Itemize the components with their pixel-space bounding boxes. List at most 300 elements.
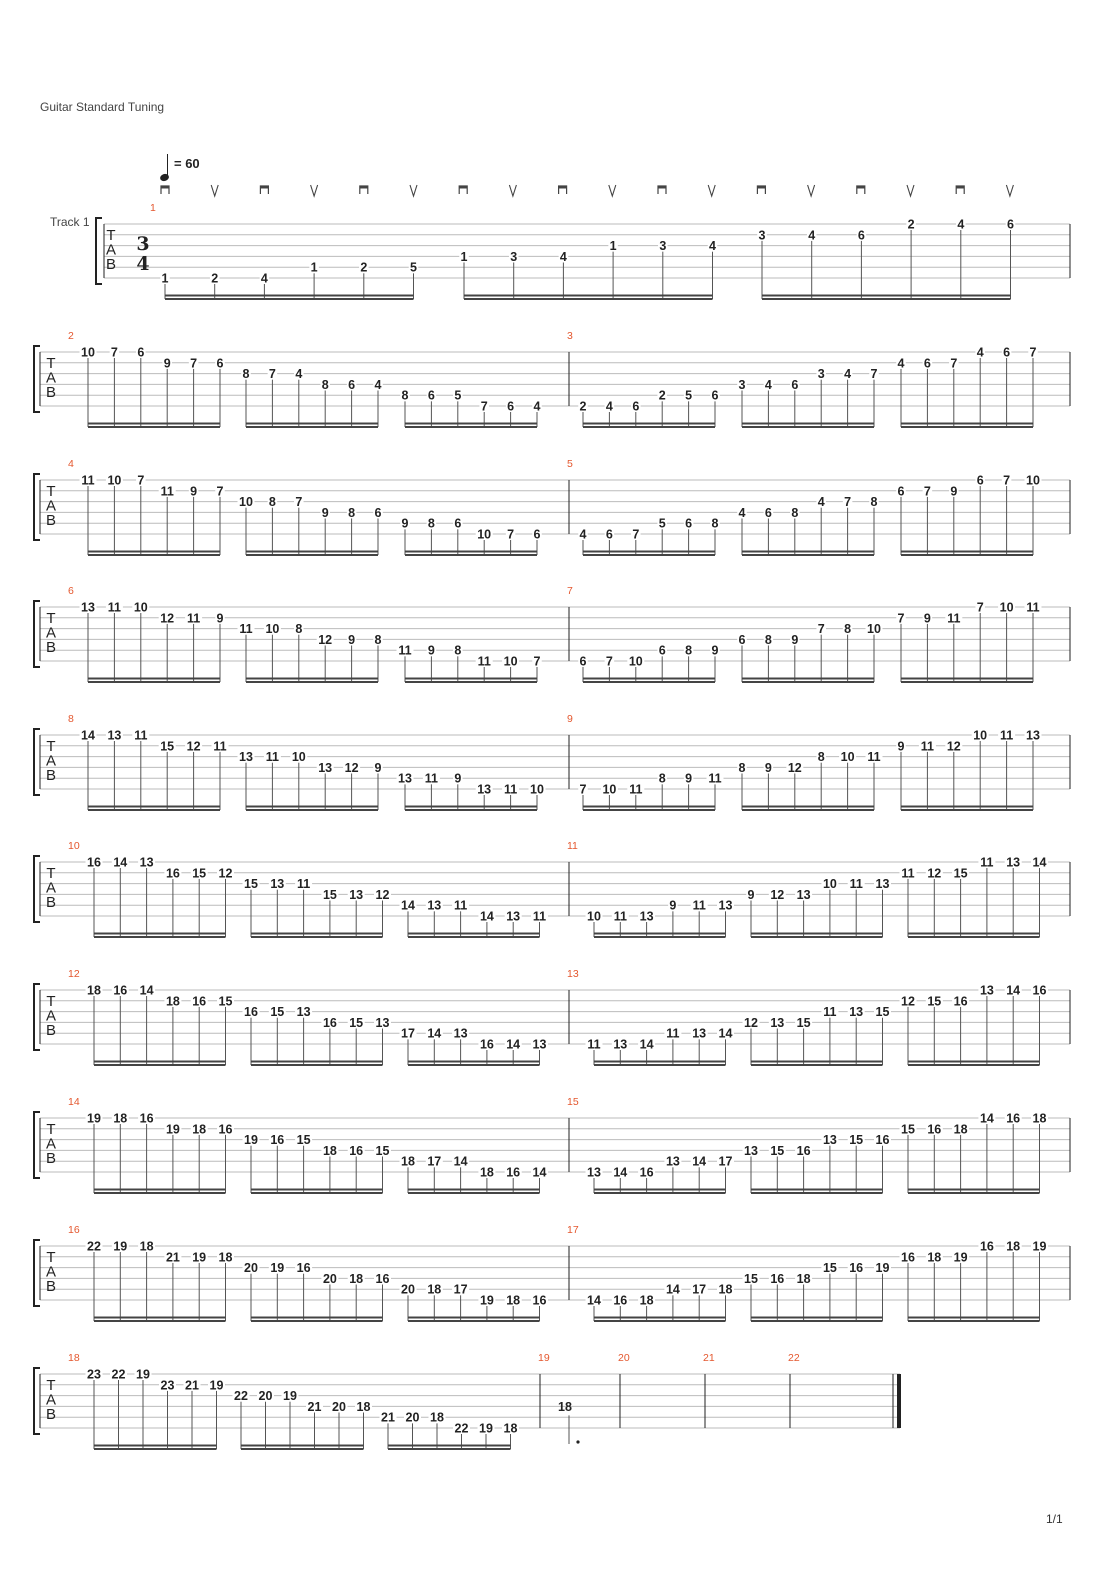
fret-number: 20 xyxy=(332,1399,346,1414)
fret-number: 6 xyxy=(923,356,931,371)
fret-number: 18 xyxy=(113,1111,128,1126)
fret-number: 13 xyxy=(822,1133,837,1148)
fret-number: 6 xyxy=(711,388,719,403)
measure-number: 19 xyxy=(538,1352,550,1364)
fret-number: 12 xyxy=(344,760,359,775)
fret-number: 13 xyxy=(979,983,994,998)
fret-number: 14 xyxy=(639,1037,654,1052)
fret-number: 13 xyxy=(718,898,733,913)
final-bar-thick xyxy=(897,1374,901,1428)
fret-number: 6 xyxy=(427,388,435,403)
fret-number: 12 xyxy=(946,739,961,754)
fret-number: 14 xyxy=(587,1293,601,1308)
fret-number: 6 xyxy=(857,228,865,243)
fret-number: 19 xyxy=(209,1378,224,1393)
fret-number: 4 xyxy=(295,367,303,382)
measure-number: 12 xyxy=(68,968,80,980)
fret-number: 7 xyxy=(533,654,541,669)
tab-clef-letter: T xyxy=(46,1377,56,1394)
fret-number: 6 xyxy=(137,345,145,360)
tab-clef-letter: A xyxy=(45,879,57,897)
tab-clef-letter: B xyxy=(45,1022,57,1039)
fret-number: 7 xyxy=(923,484,931,499)
fret-number: 15 xyxy=(270,1005,285,1020)
fret-number: 18 xyxy=(427,1282,442,1297)
fret-number: 19 xyxy=(136,1367,150,1382)
fret-number: 12 xyxy=(770,887,785,902)
fret-number: 11 xyxy=(239,622,253,637)
fret-number: 10 xyxy=(291,750,306,765)
fret-number: 8 xyxy=(711,516,719,531)
fret-number: 19 xyxy=(270,1261,285,1276)
measure-number: 9 xyxy=(567,713,573,725)
fret-number: 13 xyxy=(875,877,890,892)
fret-number: 4 xyxy=(817,495,825,510)
fret-number: 10 xyxy=(1026,473,1040,488)
fret-number: 12 xyxy=(375,887,390,902)
tab-clef-letter: A xyxy=(45,1391,57,1409)
system-bracket xyxy=(34,1368,40,1434)
fret-number: 13 xyxy=(398,771,412,786)
fret-number: 21 xyxy=(165,1250,180,1265)
fret-number: 3 xyxy=(817,367,825,382)
fret-number: 9 xyxy=(923,611,931,626)
track-name: Track 1 xyxy=(50,215,90,229)
fret-number: 13 xyxy=(296,1005,311,1020)
fret-number: 7 xyxy=(844,495,852,510)
fret-number: 12 xyxy=(218,866,233,881)
fret-number: 16 xyxy=(770,1271,785,1286)
upstroke-icon xyxy=(808,185,815,196)
fret-number: 8 xyxy=(454,643,462,658)
fret-number: 7 xyxy=(950,356,958,371)
fret-number: 2 xyxy=(658,388,666,403)
fret-number: 8 xyxy=(870,495,878,510)
measure-number: 22 xyxy=(788,1352,800,1364)
fret-number: 13 xyxy=(427,898,442,913)
tab-clef-letter: T xyxy=(46,1249,56,1266)
fret-number: 11 xyxy=(296,877,311,892)
measure-number: 15 xyxy=(567,1096,579,1108)
fret-number: 16 xyxy=(244,1005,258,1020)
fret-number: 16 xyxy=(1032,983,1047,998)
fret-number: 12 xyxy=(160,611,175,626)
fret-number: 11 xyxy=(947,611,961,626)
fret-number: 16 xyxy=(479,1037,494,1052)
fret-number: 4 xyxy=(976,345,984,360)
fret-number: 15 xyxy=(160,739,175,754)
fret-number: 14 xyxy=(1006,983,1021,998)
fret-number: 7 xyxy=(1029,345,1037,360)
time-signature-top: 3 xyxy=(136,233,150,255)
fret-number: 23 xyxy=(160,1378,175,1393)
fret-number: 7 xyxy=(295,495,303,510)
fret-number: 15 xyxy=(375,1143,390,1158)
fret-number: 7 xyxy=(897,611,905,626)
fret-number: 13 xyxy=(506,909,521,924)
fret-number: 15 xyxy=(349,1015,364,1030)
fret-number: 13 xyxy=(849,1005,864,1020)
fret-number: 14 xyxy=(139,983,154,998)
fret-number: 15 xyxy=(953,866,968,881)
fret-number: 2 xyxy=(579,399,587,414)
fret-number: 5 xyxy=(658,516,666,531)
time-signature-bottom: 4 xyxy=(136,253,150,275)
fret-number: 15 xyxy=(849,1133,864,1148)
fret-number: 13 xyxy=(375,1015,390,1030)
system-bracket xyxy=(34,1112,40,1178)
fret-number: 21 xyxy=(381,1410,395,1425)
fret-number: 18 xyxy=(192,1122,207,1137)
fret-number: 19 xyxy=(1032,1239,1047,1254)
fret-number: 13 xyxy=(1026,728,1040,743)
fret-number: 10 xyxy=(999,600,1014,615)
fret-number: 8 xyxy=(685,643,693,658)
fret-number: 13 xyxy=(139,855,154,870)
fret-number: 22 xyxy=(454,1421,469,1436)
tab-clef-letter: B xyxy=(105,256,117,273)
fret-number: 4 xyxy=(844,367,852,382)
upstroke-icon xyxy=(211,185,218,196)
fret-number: 14 xyxy=(427,1026,442,1041)
fret-number: 11 xyxy=(849,877,863,892)
fret-number: 13 xyxy=(1006,855,1021,870)
fret-number: 18 xyxy=(639,1293,654,1308)
fret-number: 7 xyxy=(632,527,640,542)
fret-number: 13 xyxy=(81,600,95,615)
tab-clef-letter: A xyxy=(105,241,117,259)
fret-number: 10 xyxy=(867,622,881,637)
fret-number: 13 xyxy=(587,1165,601,1180)
tab-clef-letter: B xyxy=(45,512,57,529)
fret-number: 13 xyxy=(107,728,122,743)
fret-number: 16 xyxy=(349,1143,364,1158)
fret-number: 19 xyxy=(113,1239,128,1254)
fret-number: 4 xyxy=(957,217,965,232)
fret-number: 9 xyxy=(427,643,435,658)
fret-number: 13 xyxy=(532,1037,547,1052)
system-bracket xyxy=(34,601,40,667)
tab-clef-letter: A xyxy=(45,1135,57,1153)
fret-number: 14 xyxy=(401,898,415,913)
fret-number: 8 xyxy=(321,377,329,392)
dot-icon xyxy=(576,1440,579,1443)
fret-number: 17 xyxy=(427,1154,442,1169)
fret-number: 7 xyxy=(605,654,613,669)
fret-number: 18 xyxy=(503,1421,518,1436)
fret-number: 16 xyxy=(218,1122,233,1137)
fret-number: 14 xyxy=(479,909,494,924)
measure-number: 18 xyxy=(68,1352,80,1364)
fret-number: 4 xyxy=(579,527,587,542)
fret-number: 4 xyxy=(897,356,905,371)
fret-number: 19 xyxy=(875,1261,890,1276)
fret-number: 6 xyxy=(374,505,382,520)
fret-number: 16 xyxy=(113,983,128,998)
fret-number: 16 xyxy=(139,1111,154,1126)
fret-number: 15 xyxy=(770,1143,785,1158)
measure-number: 2 xyxy=(68,330,74,342)
tab-clef-letter: B xyxy=(45,1150,57,1167)
fret-number: 14 xyxy=(453,1154,468,1169)
tab-clef-letter: A xyxy=(45,1007,57,1025)
fret-number: 4 xyxy=(374,377,382,392)
fret-number: 13 xyxy=(453,1026,468,1041)
fret-number: 14 xyxy=(613,1165,628,1180)
fret-number: 13 xyxy=(692,1026,707,1041)
fret-number: 7 xyxy=(976,600,984,615)
system-bracket xyxy=(34,346,40,412)
tempo-text: = 60 xyxy=(174,156,200,171)
measure-number: 4 xyxy=(68,458,74,470)
fret-number: 21 xyxy=(307,1399,322,1414)
tab-clef-letter: B xyxy=(45,1278,57,1295)
fret-number: 13 xyxy=(477,782,492,797)
fret-number: 14 xyxy=(1032,855,1047,870)
fret-number: 7 xyxy=(216,484,224,499)
fret-number: 11 xyxy=(823,1005,837,1020)
tab-clef-letter: T xyxy=(46,738,56,755)
fret-number: 9 xyxy=(897,739,905,754)
fret-number: 20 xyxy=(258,1389,273,1404)
fret-number: 12 xyxy=(787,760,802,775)
tab-clef-letter: A xyxy=(45,624,57,642)
fret-number: 9 xyxy=(685,771,693,786)
fret-number: 6 xyxy=(216,356,224,371)
page-number: 1/1 xyxy=(1046,1512,1063,1526)
fret-number: 5 xyxy=(454,388,462,403)
fret-number: 6 xyxy=(738,632,746,647)
fret-number: 15 xyxy=(218,994,233,1009)
tab-clef-letter: T xyxy=(46,865,56,882)
fret-number: 14 xyxy=(979,1111,994,1126)
fret-number: 13 xyxy=(613,1037,628,1052)
system-bracket xyxy=(96,218,102,284)
system-bracket xyxy=(34,1240,40,1306)
fret-number: 9 xyxy=(190,484,198,499)
fret-number: 8 xyxy=(348,505,356,520)
fret-number: 16 xyxy=(192,994,207,1009)
measure-number: 20 xyxy=(618,1352,630,1364)
fret-number: 7 xyxy=(480,399,488,414)
tab-clef-letter: B xyxy=(45,894,57,911)
fret-number: 16 xyxy=(639,1165,654,1180)
tab-clef-letter: B xyxy=(45,767,57,784)
measure-number: 6 xyxy=(68,585,74,597)
fret-number: 9 xyxy=(321,505,329,520)
fret-number: 15 xyxy=(901,1122,915,1137)
fret-number: 8 xyxy=(295,622,303,637)
fret-number: 10 xyxy=(81,345,95,360)
fret-number: 8 xyxy=(764,632,772,647)
fret-number: 8 xyxy=(374,632,382,647)
fret-number: 13 xyxy=(639,909,654,924)
fret-number: 6 xyxy=(976,473,984,488)
fret-number: 9 xyxy=(950,484,958,499)
fret-number: 19 xyxy=(192,1250,207,1265)
fret-number: 4 xyxy=(709,239,716,254)
fret-number: 7 xyxy=(110,345,118,360)
fret-number: 6 xyxy=(897,484,905,499)
measure-number: 5 xyxy=(567,458,573,470)
measure-number: 1 xyxy=(150,202,156,214)
upstroke-icon xyxy=(907,185,914,196)
fret-number: 11 xyxy=(999,728,1014,743)
fret-number: 11 xyxy=(160,484,174,499)
fret-number: 23 xyxy=(87,1367,101,1382)
tab-clef-letter: B xyxy=(45,639,57,656)
fret-number: 10 xyxy=(107,473,122,488)
fret-number: 15 xyxy=(796,1015,811,1030)
tab-clef-letter: B xyxy=(45,1406,57,1423)
fret-number: 12 xyxy=(318,632,333,647)
fret-number: 6 xyxy=(454,516,462,531)
fret-number: 18 xyxy=(479,1165,494,1180)
fret-number: 10 xyxy=(239,495,253,510)
fret-number: 18 xyxy=(165,994,180,1009)
tab-clef-letter: T xyxy=(46,610,56,627)
fret-number: 11 xyxy=(708,771,722,786)
fret-number: 16 xyxy=(322,1015,337,1030)
fret-number: 8 xyxy=(242,367,250,382)
tab-clef-letter: B xyxy=(45,384,57,401)
system-bracket xyxy=(34,474,40,540)
fret-number: 9 xyxy=(454,771,462,786)
system-bracket xyxy=(34,729,40,795)
measure-number: 14 xyxy=(68,1096,80,1108)
fret-number: 16 xyxy=(875,1133,890,1148)
fret-number: 18 xyxy=(718,1282,733,1297)
fret-number: 16 xyxy=(796,1143,811,1158)
fret-number: 16 xyxy=(849,1261,864,1276)
fret-number: 7 xyxy=(1003,473,1011,488)
tab-clef-letter: A xyxy=(45,369,57,387)
fret-number: 10 xyxy=(840,750,855,765)
fret-number: 10 xyxy=(822,877,837,892)
fret-number: 11 xyxy=(692,898,706,913)
fret-number: 11 xyxy=(867,750,881,765)
fret-number: 10 xyxy=(477,527,492,542)
measure-number: 21 xyxy=(703,1352,715,1364)
fret-number: 15 xyxy=(927,994,942,1009)
fret-number: 10 xyxy=(587,909,601,924)
fret-number: 16 xyxy=(901,1250,915,1265)
fret-number: 16 xyxy=(506,1165,521,1180)
fret-number: 14 xyxy=(81,728,95,743)
fret-number: 11 xyxy=(629,782,643,797)
fret-number: 11 xyxy=(980,855,994,870)
fret-number: 9 xyxy=(216,611,224,626)
fret-number: 20 xyxy=(405,1410,420,1425)
upstroke-icon xyxy=(311,185,318,196)
fret-number: 11 xyxy=(186,611,201,626)
fret-number: 8 xyxy=(817,750,825,765)
fret-number: 4 xyxy=(808,228,816,243)
fret-number: 15 xyxy=(322,887,337,902)
fret-number: 8 xyxy=(844,622,852,637)
tab-clef-letter: T xyxy=(46,993,56,1010)
fret-number: 2 xyxy=(211,271,219,286)
tuning-label: Guitar Standard Tuning xyxy=(40,100,165,114)
fret-number: 18 xyxy=(356,1399,371,1414)
fret-number: 16 xyxy=(165,866,180,881)
fret-number: 22 xyxy=(234,1389,248,1404)
fret-number: 11 xyxy=(477,654,491,669)
fret-number: 10 xyxy=(973,728,988,743)
tab-clef-letter: T xyxy=(46,355,56,372)
tab-clef-letter: T xyxy=(46,1121,56,1138)
fret-number: 16 xyxy=(375,1271,390,1286)
measure-number: 3 xyxy=(567,330,573,342)
fret-number: 2 xyxy=(907,217,915,232)
fret-number: 19 xyxy=(165,1122,180,1137)
fret-number: 11 xyxy=(81,473,95,488)
fret-number: 16 xyxy=(532,1293,547,1308)
fret-number: 9 xyxy=(747,887,755,902)
fret-number: 16 xyxy=(613,1293,628,1308)
fret-number: 3 xyxy=(758,228,766,243)
fret-number: 11 xyxy=(134,728,148,743)
fret-number: 6 xyxy=(685,516,693,531)
system-bracket xyxy=(34,856,40,922)
fret-number: 5 xyxy=(410,260,417,275)
fret-number: 9 xyxy=(669,898,677,913)
upstroke-icon xyxy=(509,185,516,196)
fret-number: 6 xyxy=(533,527,541,542)
fret-number: 11 xyxy=(424,771,439,786)
fret-number: 13 xyxy=(744,1143,758,1158)
fret-number: 7 xyxy=(137,473,145,488)
fret-number: 20 xyxy=(401,1282,415,1297)
fret-number: 14 xyxy=(692,1154,707,1169)
fret-number: 6 xyxy=(1003,345,1011,360)
upstroke-icon xyxy=(708,185,715,196)
fret-number: 18 xyxy=(558,1399,572,1414)
fret-number: 18 xyxy=(401,1154,415,1169)
fret-number: 18 xyxy=(927,1250,942,1265)
fret-number: 10 xyxy=(133,600,148,615)
tab-clef-letter: A xyxy=(45,752,57,770)
fret-number: 12 xyxy=(744,1015,758,1030)
fret-number: 16 xyxy=(927,1122,942,1137)
fret-number: 12 xyxy=(186,739,201,754)
fret-number: 7 xyxy=(268,367,276,382)
fret-number: 11 xyxy=(265,750,280,765)
fret-number: 11 xyxy=(901,866,915,881)
fret-number: 19 xyxy=(244,1133,258,1148)
fret-number: 10 xyxy=(265,622,280,637)
fret-number: 15 xyxy=(744,1271,758,1286)
fret-number: 18 xyxy=(1006,1239,1021,1254)
fret-number: 6 xyxy=(1007,217,1014,232)
fret-number: 18 xyxy=(349,1271,364,1286)
fret-number: 6 xyxy=(348,377,356,392)
fret-number: 12 xyxy=(901,994,915,1009)
fret-number: 4 xyxy=(260,271,268,286)
fret-number: 7 xyxy=(190,356,198,371)
measure-number: 7 xyxy=(567,585,573,597)
fret-number: 18 xyxy=(506,1293,521,1308)
fret-number: 9 xyxy=(764,760,772,775)
fret-number: 8 xyxy=(427,516,435,531)
fret-number: 6 xyxy=(764,505,772,520)
fret-number: 12 xyxy=(927,866,942,881)
fret-number: 3 xyxy=(659,239,667,254)
fret-number: 14 xyxy=(532,1165,547,1180)
tab-clef-letter: A xyxy=(45,1263,57,1281)
fret-number: 9 xyxy=(374,760,382,775)
fret-number: 14 xyxy=(665,1282,680,1297)
